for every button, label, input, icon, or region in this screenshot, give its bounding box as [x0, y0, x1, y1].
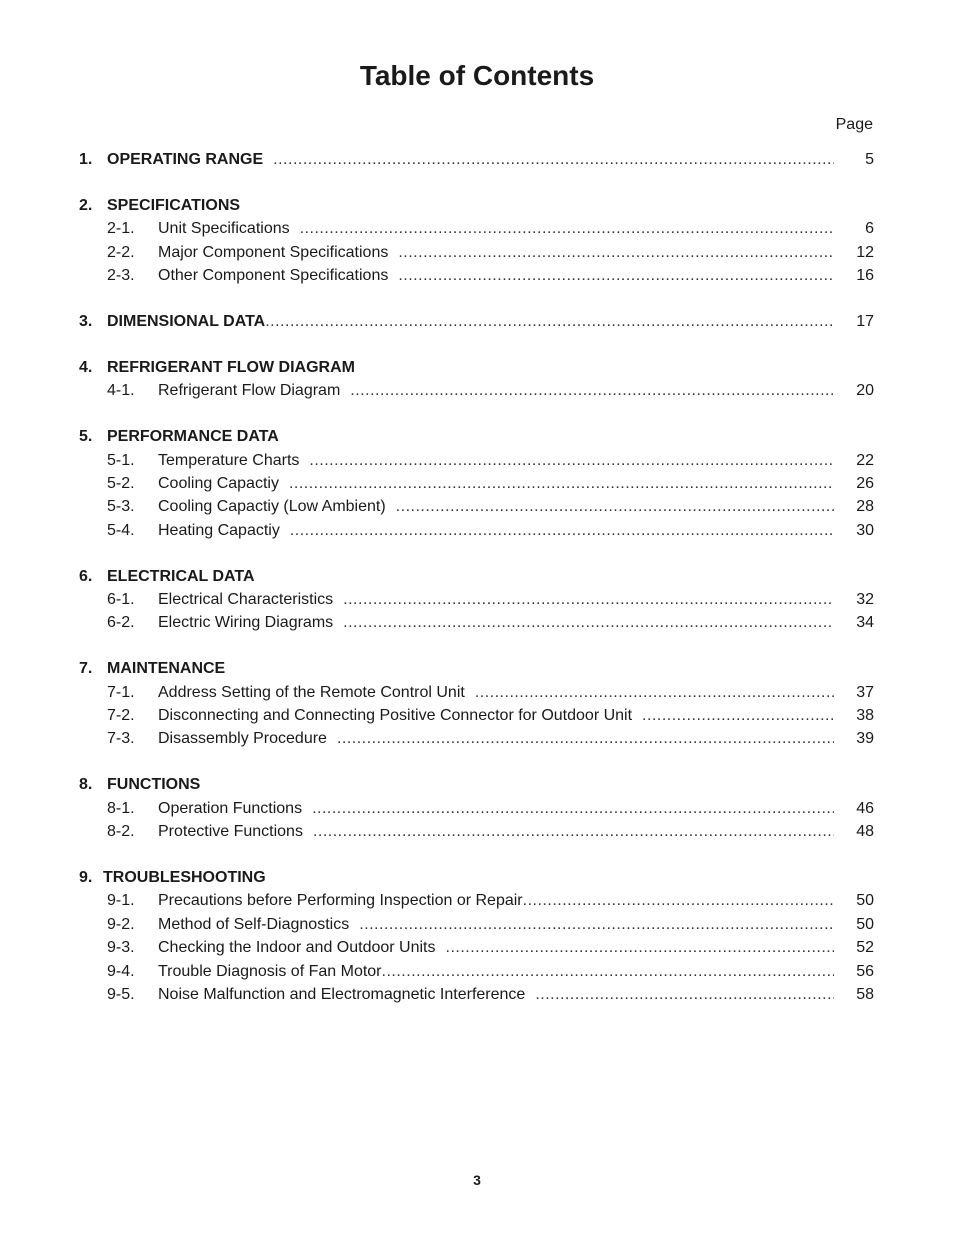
- page-number: 28: [856, 498, 874, 516]
- toc-entry[interactable]: [79, 588, 874, 611]
- page-number: 38: [856, 707, 874, 725]
- dot-leader: [446, 936, 835, 959]
- subsection-number: 5-2.: [107, 474, 135, 492]
- dot-leader: [343, 611, 834, 634]
- toc-section-6: [79, 565, 874, 635]
- toc-entry[interactable]: [79, 936, 874, 959]
- toc-entry[interactable]: [79, 217, 874, 240]
- toc-entry[interactable]: [79, 241, 874, 264]
- subsection-title: Precautions before Performing Inspection or Repair: [158, 892, 523, 910]
- toc-section-4: [79, 356, 874, 403]
- toc-entry[interactable]: [79, 913, 874, 936]
- dot-leader: [309, 449, 834, 472]
- dot-leader: [382, 960, 834, 983]
- page-number: 48: [856, 823, 874, 841]
- subsection-number: 6-1.: [107, 590, 135, 608]
- dot-leader: [523, 889, 834, 912]
- subsection-number: 5-4.: [107, 521, 135, 539]
- subsection-number: 9-5.: [107, 985, 135, 1003]
- subsection-number: 9-1.: [107, 892, 135, 910]
- dot-leader: [312, 797, 834, 820]
- section-title: OPERATING RANGE: [107, 151, 264, 168]
- dot-leader: [290, 519, 834, 542]
- toc-entry[interactable]: [79, 681, 874, 704]
- subsection-title: Noise Malfunction and Electromagnetic Interference: [158, 985, 526, 1003]
- subsection-title: Address Setting of the Remote Control Unit: [158, 683, 465, 701]
- toc-section-9: [79, 866, 874, 1006]
- page-number: 46: [856, 799, 874, 817]
- subsection-number: 9-3.: [107, 939, 135, 957]
- toc-entry[interactable]: [79, 611, 874, 634]
- section-title: DIMENSIONAL DATA: [107, 312, 266, 330]
- section-title: FUNCTIONS: [107, 776, 201, 794]
- subsection-title: Electric Wiring Diagrams: [158, 614, 334, 632]
- toc-entry[interactable]: [79, 472, 874, 495]
- section-title: PERFORMANCE DATA: [107, 428, 279, 446]
- subsection-number: 8-2.: [107, 823, 135, 841]
- toc-section-heading: [79, 356, 874, 379]
- toc-entry[interactable]: [79, 889, 874, 912]
- toc-section-heading: [79, 866, 874, 889]
- dot-leader: [475, 681, 834, 704]
- section-title: ELECTRICAL DATA: [107, 567, 255, 585]
- subsection-number: 8-1.: [107, 799, 135, 817]
- subsection-title: Refrigerant Flow Diagram: [158, 382, 341, 400]
- page-number: 34: [856, 614, 874, 632]
- subsection-title: Heating Capactiy: [158, 521, 280, 539]
- subsection-title: Disassembly Procedure: [158, 730, 327, 748]
- subsection-number: 4-1.: [107, 382, 135, 400]
- dot-leader: [300, 217, 834, 240]
- section-title: REFRIGERANT FLOW DIAGRAM: [107, 358, 355, 376]
- toc-entry[interactable]: [79, 449, 874, 472]
- toc-section-2: [79, 194, 874, 288]
- dot-leader: [289, 472, 834, 495]
- page-number: 6: [865, 220, 874, 238]
- subsection-title: Cooling Capactiy: [158, 474, 279, 492]
- section-number: 6.: [79, 567, 93, 585]
- subsection-number: 9-4.: [107, 962, 135, 980]
- page-number: 22: [856, 451, 874, 469]
- subsection-number: 5-1.: [107, 451, 135, 469]
- dot-leader: [350, 379, 834, 402]
- subsection-number: 2-3.: [107, 267, 135, 285]
- toc-entry[interactable]: [79, 983, 874, 1006]
- section-title: SPECIFICATIONS: [107, 196, 241, 214]
- dot-leader: [273, 148, 834, 171]
- subsection-title: Protective Functions: [158, 823, 303, 841]
- toc-section-heading: [79, 657, 874, 680]
- toc-entry[interactable]: [79, 704, 874, 727]
- toc-entry[interactable]: [79, 379, 874, 402]
- subsection-number: 7-1.: [107, 683, 135, 701]
- subsection-title: Cooling Capactiy (Low Ambient): [158, 498, 386, 516]
- dot-leader: [396, 495, 834, 518]
- section-number: 1.: [79, 151, 93, 168]
- toc-entry[interactable]: [79, 960, 874, 983]
- dot-leader: [398, 264, 834, 287]
- toc-section-heading: [79, 425, 874, 448]
- toc-section-heading: [79, 773, 874, 796]
- toc-entry[interactable]: [79, 310, 874, 333]
- subsection-number: 7-3.: [107, 730, 135, 748]
- subsection-title: Electrical Characteristics: [158, 590, 334, 608]
- table-of-contents: [79, 148, 874, 1029]
- toc-entry[interactable]: [79, 148, 874, 171]
- subsection-number: 7-2.: [107, 707, 135, 725]
- toc-section-7: [79, 657, 874, 751]
- page-number: 30: [856, 521, 874, 539]
- page-column-label: Page: [835, 116, 873, 133]
- dot-leader: [343, 588, 834, 611]
- dot-leader: [265, 310, 834, 333]
- section-number: 3.: [79, 312, 93, 330]
- toc-entry[interactable]: [79, 495, 874, 518]
- page-number: 56: [856, 962, 874, 980]
- page-number: 17: [856, 312, 874, 330]
- page-number: 5: [865, 151, 874, 168]
- page-number: 12: [856, 243, 874, 261]
- subsection-title: Checking the Indoor and Outdoor Units: [158, 939, 436, 957]
- section-number: 7.: [79, 660, 93, 678]
- page-number: 20: [856, 382, 874, 400]
- subsection-title: Disconnecting and Connecting Positive Connector for Outdoor Unit: [158, 707, 633, 725]
- page-number: 32: [856, 590, 874, 608]
- dot-leader: [313, 820, 834, 843]
- dot-leader: [398, 241, 834, 264]
- section-number: 9.: [79, 868, 93, 886]
- section-title: MAINTENANCE: [107, 660, 226, 678]
- toc-section-3: [79, 310, 874, 333]
- toc-entry[interactable]: [79, 820, 874, 843]
- page-number: 37: [856, 683, 874, 701]
- page-title: Table of Contents: [359, 60, 595, 91]
- page-number: 52: [856, 939, 874, 957]
- toc-entry[interactable]: [79, 797, 874, 820]
- section-number: 5.: [79, 428, 93, 446]
- dot-leader: [535, 983, 834, 1006]
- subsection-number: 2-2.: [107, 243, 135, 261]
- subsection-number: 2-1.: [107, 220, 135, 238]
- section-number: 2.: [79, 196, 93, 214]
- toc-section-8: [79, 773, 874, 843]
- toc-entry[interactable]: [79, 519, 874, 542]
- toc-section-5: [79, 425, 874, 542]
- page-number: 50: [856, 915, 874, 933]
- page-number: 58: [856, 985, 874, 1003]
- subsection-title: Temperature Charts: [158, 451, 300, 469]
- subsection-title: Trouble Diagnosis of Fan Motor: [158, 962, 382, 980]
- toc-entry[interactable]: [79, 727, 874, 750]
- dot-leader: [359, 913, 834, 936]
- subsection-number: 6-2.: [107, 614, 135, 632]
- subsection-title: Operation Functions: [158, 799, 303, 817]
- subsection-title: Method of Self-Diagnostics: [158, 915, 350, 933]
- subsection-title: Other Component Specifications: [158, 267, 389, 285]
- section-title: TROUBLESHOOTING: [103, 868, 266, 886]
- section-number: 4.: [79, 358, 93, 376]
- toc-section-1: [79, 148, 874, 171]
- toc-entry[interactable]: [79, 264, 874, 287]
- footer-page-number: 3: [473, 1172, 481, 1188]
- subsection-number: 9-2.: [107, 915, 135, 933]
- subsection-number: 5-3.: [107, 498, 135, 516]
- section-number: 8.: [79, 776, 93, 794]
- toc-section-heading: [79, 565, 874, 588]
- page-number: 39: [856, 730, 874, 748]
- dot-leader: [337, 727, 834, 750]
- page-number: 16: [856, 267, 874, 285]
- subsection-title: Major Component Specifications: [158, 243, 389, 261]
- subsection-title: Unit Specifications: [158, 220, 290, 238]
- page-number: 50: [856, 892, 874, 910]
- toc-section-heading: [79, 194, 874, 217]
- page-number: 26: [856, 474, 874, 492]
- dot-leader: [642, 704, 834, 727]
